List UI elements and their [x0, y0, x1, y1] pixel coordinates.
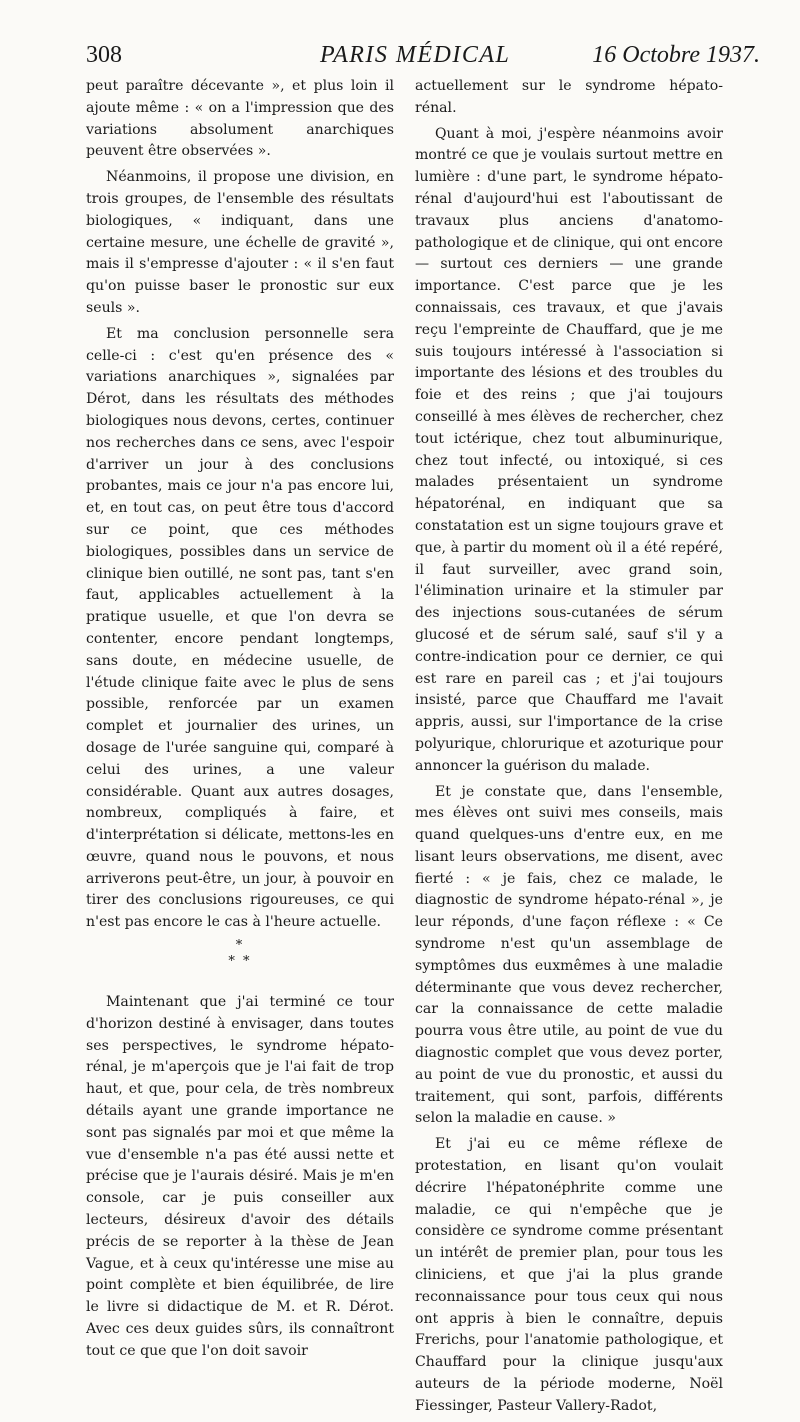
asterism-top: *	[235, 938, 245, 954]
left-column	[86, 76, 394, 1367]
page-header	[70, 42, 760, 72]
paragraph: Quant à moi, j'espère néanmoins avoir montré ce que je voulais surtout mettre en lumière : d'une part, le syndrome hépato-rénal d'aujourd'hui est l'aboutissant de travaux plus anciens d'anatomo-pathologique et de clinique, qui ont encore — surtout ces derniers — une grande importance. C'est parce que je les connaissais, ces travaux, et que j'avais reçu l'empreinte de Chauffard, que je me suis toujours intéressé à l'association si importante des lésions et des troubles du foie et des reins ; que j'ai toujours conseillé à mes élèves de rechercher, chez tout ictérique, chez tout albuminurique, chez tout infecté, ou intoxiqué, si ces malades présentaient un syndrome hépatorénal, en indiquant que sa constatation est un signe toujours grave et que, à partir du moment où il a été repéré, il faut surveiller, avec grand soin, l'élimination urinaire et la stimuler par des injections sous-cutanées de sérum glucosé et de sérum salé, sauf s'il y a contre-indication pour ce dernier, ce qui est rare en pareil cas ; et j'ai toujours insisté, parce que Chauffard me l'avait appris, aussi, sur l'importance de la crise polyurique, chlorurique et azoturique pour annoncer la guérison du malade.	[415, 125, 723, 774]
paragraph: peut paraître décevante », et plus loin il ajoute même : « on a l'impression que des variations absolument anarchiques peuvent être observées ».	[86, 78, 394, 160]
paragraph: actuellement sur le syndrome hépato-rénal.	[415, 78, 723, 116]
paragraph: Et ma conclusion personnelle sera celle-ci : c'est qu'en présence des « variations anarchiques », signalées par Dérot, dans les résultats des méthodes biologiques nous devons, certes, continuer nos recherches dans ce sens, avec l'espoir d'arriver un jour à des conclusions probantes, mais ce jour n'a pas encore lui, et, en tout cas, on peut être tous d'accord sur ce point, que ces méthodes biologiques, possibles dans un service de clinique bien outillé, ne sont pas, tant s'en faut, applicables actuellement à la pratique usuelle, et que l'on devra se contenter, encore pendant longtemps, sans doute, en médecine usuelle, de l'étude clinique faite avec le plus de sens possible, renforcée par un examen complet et journalier des urines, un dosage de l'urée sanguine qui, comparé à celui des urines, a une valeur considérable. Quant aux autres dosages, nombreux, compliqués à faire, et d'interprétation si délicate, mettons-les en œuvre, quand nous le pouvons, et nous arriverons peut-être, un jour, à pouvoir en tirer des conclusions rigoureuses, ce qui n'est pas encore le cas à l'heure actuelle.	[86, 325, 394, 931]
section-separator	[86, 938, 394, 970]
paragraph: Néanmoins, il propose une division, en trois groupes, de l'ensemble des résultats biologiques, « indiquant, dans une certaine mesure, une échelle de gravité », mais il s'empresse d'ajouter : « il s'en faut qu'on puisse baser le pronostic sur eux seuls ».	[86, 169, 394, 316]
journal-title: PARIS MÉDICAL	[320, 42, 511, 68]
page-number: 308	[86, 42, 122, 68]
paragraph: Et j'ai eu ce même réflexe de protestation, en lisant qu'on voulait décrire l'hépatonéphrite comme une maladie, ce qui n'empêche que je considère ce syndrome comme présentant un intérêt de premier plan, pour tous les cliniciens, et que j'ai la plus grande reconnaissance pour tous ceux qui nous ont appris à bien le connaître, depuis Frerichs, pour l'anatomie pathologique, et Chauffard pour la clinique jusqu'aux auteurs de la période moderne, Noël Fiessinger, Pasteur Vallery-Radot,	[415, 1136, 723, 1414]
paragraph: Et je constate que, dans l'ensemble, mes élèves ont suivi mes conseils, mais quand quelques-uns d'entre eux, en me lisant leurs observations, me disent, avec fierté : « je fais, chez ce malade, le diagnostic de syndrome hépato-rénal », je leur réponds, d'une façon réflexe : « Ce syndrome n'est qu'un assemblage de symptômes dus euxmêmes à une maladie déterminante que vous devez rechercher, car la connaissance de cette maladie pourra vous être utile, au point de vue du diagnostic complet que vous devez porter, au point de vue du pronostic, et aussi du traitement, qui sont, parfois, différents selon la maladie en cause. »	[415, 783, 723, 1127]
right-column	[415, 76, 723, 1422]
issue-date: 16 Octobre 1937.	[592, 42, 760, 68]
asterism-bottom: * *	[228, 954, 252, 970]
paragraph: Maintenant que j'ai terminé ce tour d'horizon destiné à envisager, dans toutes ses perspectives, le syndrome hépato-rénal, je m'aperçois que je l'ai fait de trop haut, et que, pour cela, de très nombreux détails ayant une grande importance ne sont pas signalés par moi et que même la vue d'ensemble n'a pas été aussi nette et précise que je l'aurais désiré. Mais je m'en console, car je puis conseiller aux lecteurs, désireux d'avoir des détails précis de se reporter à la thèse de Jean Vague, et à ceux qu'intéresse une mise au point complète et bien équilibrée, de lire le livre si didactique de M. et R. Dérot. Avec ces deux guides sûrs, ils connaîtront tout ce que que l'on doit savoir	[86, 994, 394, 1359]
